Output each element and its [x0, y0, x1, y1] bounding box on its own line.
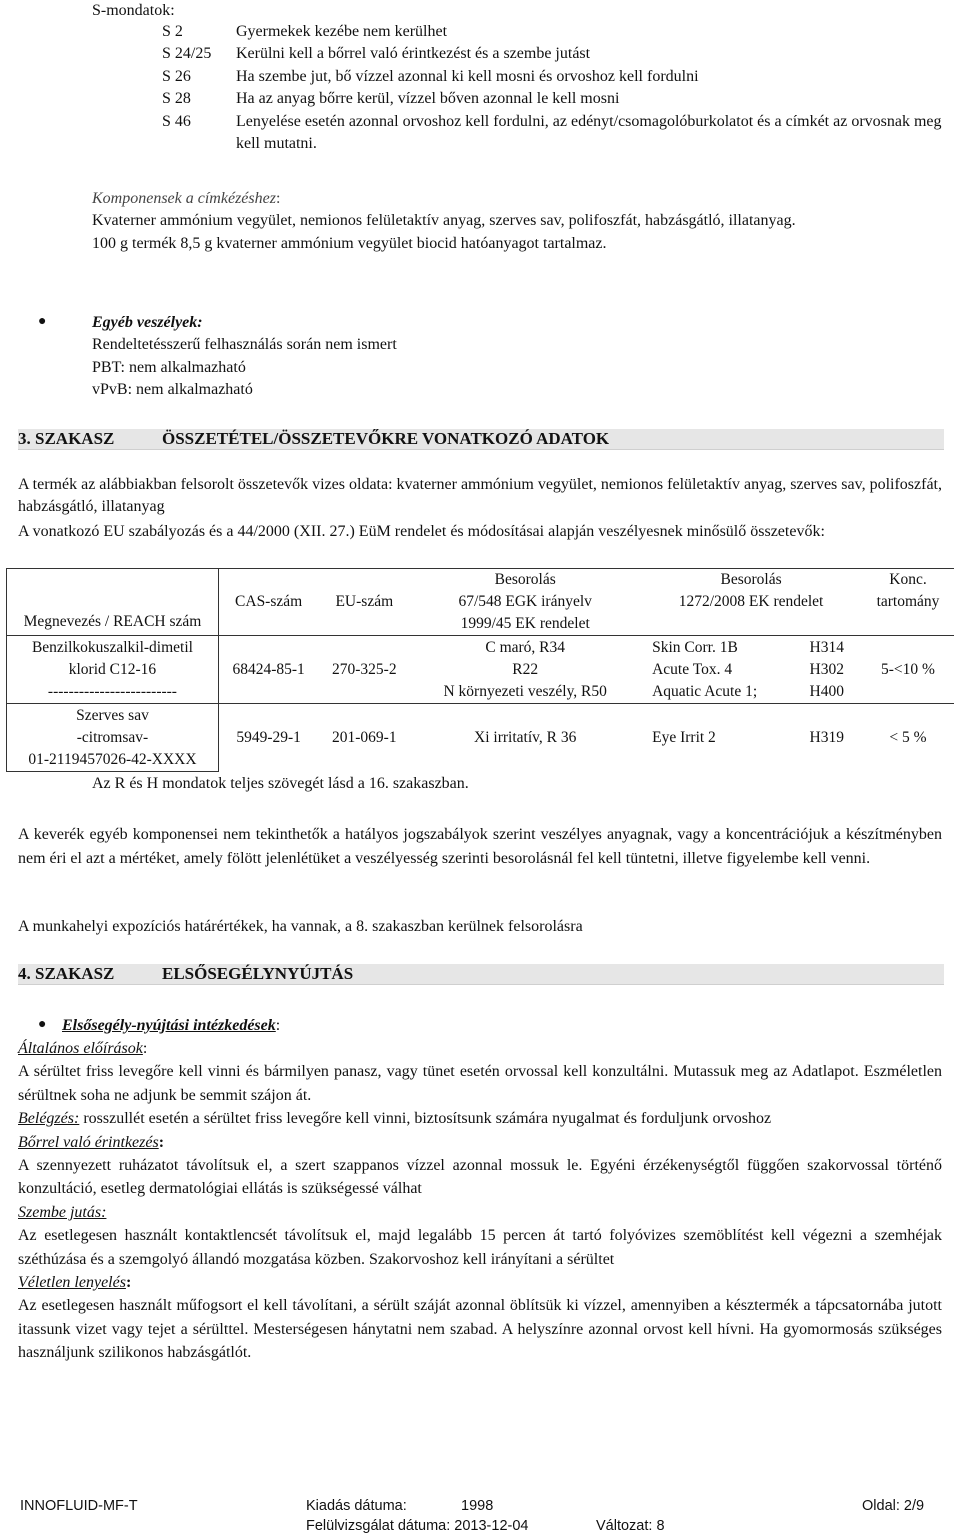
s-phrase-item [162, 43, 952, 65]
s-phrase-text: Lenyelése esetén azonnal orvoshoz kell fordulni, az edényt/csomagolóburkolatot és a címkét az orvosnak meg kell mutatni. [236, 112, 942, 152]
label-components-block: Komponensek a címkézéshez: Kvaterner ammónium vegyület, nemionos felületaktív anyag, szerves sav, polifoszfát, habzásgátló, illatanyag. 100 g termék 8,5 g kvaterner ammónium vegyület biocid hatóanyagot tartalmaz. [92, 188, 942, 255]
s-phrase-code: S 46 [162, 112, 191, 130]
section-number: 3. SZAKASZ [18, 429, 115, 448]
s-phrase-text: Kerülni kell a bőrrel való érintkezést és a szembe jutást [236, 45, 591, 63]
general-text: A sérültet friss levegőre kell vinni és bármilyen panasz, vagy tünet esetén orvossal kell konzultálni. Mutassuk meg az Adatlapot. Eszméletlen sérültnek soha ne adjunk be semmit szájon át. [18, 1063, 942, 1104]
footer-product: INNOFLUID-MF-T [20, 1498, 138, 1514]
footer-issue-label: Kiadás dátuma: [306, 1498, 407, 1514]
other-hazards-line: Rendeltetésszerű felhasználás során nem ismert [92, 336, 397, 354]
bullet-icon: ● [38, 1017, 47, 1032]
cell-class-67: Xi irritatív, R 36 [410, 704, 640, 772]
header-name: Megnevezés / REACH szám [7, 569, 219, 636]
section-3-intro: A termék az alábbiakban felsorolt összetevők vizes oldata: kvaterner ammónium vegyület, nemionos felületaktív anyag, szerves sav, polifoszfát, habzásgátló, illatanyag [18, 476, 942, 516]
inhalation-title: Belégzés: [18, 1110, 80, 1128]
label-components-title: Komponensek a címkézéshez [92, 190, 276, 207]
first-aid-details: Általános előírások: A sérültet friss levegőre kell vinni és bármilyen panasz, vagy tünet esetén orvossal kell konzultálni. Mutassuk meg az Adatlapot. Eszméletlen sérültnek soha ne adjunk be semmit szájon át. Belégzés: rosszullét esetén a sérültet friss levegőre kell vinni, biztosítsunk számára nyugalmat és forduljunk orvoshoz Bőrrel való érintkezés: A szennyezett ruházatot távolítsuk el, a szert szappanos vízzel azonnal mossuk le. Egyéni érzékenységtől függően szakorvossal történő konzultáció, esetleg dermatológiai ellátás is szükségessé válhat Szembe jutás: Az esetlegesen használt kontaktlencsét távolítsuk el, majd legalább 15 percen át tartó folyóvizes szemöblítést kell végezni a szemhéjak széthúzása és a szemgolyó állandó mozgatása közben. Szakorvoshoz kell irányítani a sérültet Véletlen lenyelés: Az esetlegesen használt műfogsort el kell távolítani, a sérült száját azonnal öblítsük ki vízzel, amennyiben a késztermék a tápcsatornába jutott itassunk vizet vagy tejet a sérülttel. Mesterségesen hánytatni nem szabad. A helyszínre azonnal orvost kell hívni. Ha gyomormosás szükséges használjunk szilikonos habzásgátlót. [18, 1037, 942, 1365]
footer-version: Változat: 8 [596, 1518, 665, 1534]
label-components-text: Kvaterner ammónium vegyület, nemionos felületaktív anyag, szerves sav, polifoszfát, habzásgátló, illatanyag. [92, 212, 796, 230]
footer-review: Felülvizsgálat dátuma: 2013-12-04 [306, 1518, 529, 1534]
s-phrase-code: S 24/25 [162, 45, 212, 63]
header-eu: EU-szám [318, 569, 410, 636]
skin-contact-text: A szennyezett ruházatot távolítsuk el, a szert szappanos vízzel azonnal mossuk le. Egyéni érzékenységtől függően szakorvossal történő konzultáció, esetleg dermatológiai ellátás is szükségessé válhat [18, 1157, 942, 1198]
section-3-regulation: A vonatkozó EU szabályozás és a 44/2000 (XII. 27.) EüM rendelet és módosításai alapján veszélyesnek minősülő összetevők: [18, 523, 825, 540]
ingestion-title: Véletlen lenyelés [18, 1274, 126, 1292]
section-title: ÖSSZETÉTEL/ÖSSZETEVŐKRE VONATKOZÓ ADATOK [162, 429, 610, 448]
header-class-1272: Besorolás 1272/2008 EK rendelet [640, 569, 862, 636]
table-header-row [7, 569, 955, 636]
table-row [7, 704, 955, 772]
cell-class-67: C maró, R34 R22 N környezeti veszély, R50 [410, 636, 640, 704]
cell-class-1272: Eye Irrit 2 H319 [640, 704, 862, 772]
s-phrase-item [162, 88, 952, 110]
cell-conc: < 5 % [862, 704, 954, 772]
cell-cas: 5949-29-1 [218, 704, 318, 772]
s-phrase-code: S 2 [162, 23, 183, 40]
s-phrase-item [162, 111, 952, 156]
cell-conc: 5-<10 % [862, 636, 954, 704]
s-phrase-text: Gyermekek kezébe nem kerülhet [236, 23, 448, 40]
s-phrase-text: Ha az anyag bőrre kerül, vízzel bőven azonnal le kell mosni [236, 90, 620, 108]
section-title: ELSŐSEGÉLYNYÚJTÁS [162, 964, 354, 983]
ingestion-text: Az esetlegesen használt műfogsort el kell távolítani, a sérült száját azonnal öblítsük ki vízzel, amennyiben a késztermék a tápcsatornába jutott itassunk vizet vagy tejet a sérülttel. Mesterségesen hánytatni nem szabad. A helyszínre azonnal orvost kell hívni. Ha gyomormosás szükséges használjunk szilikonos habzásgátlót. [18, 1297, 942, 1362]
s-phrase-code: S 26 [162, 67, 191, 85]
skin-contact-title: Bőrrel való érintkezés [18, 1133, 159, 1151]
first-aid-measures-title: Elsősegély-nyújtási intézkedések [62, 1017, 276, 1034]
composition-table [6, 568, 954, 772]
s-phrase-code: S 28 [162, 90, 191, 108]
section-4-header [18, 964, 944, 985]
section-number: 4. SZAKASZ [18, 964, 115, 983]
other-hazards-title: Egyéb veszélyek: [92, 314, 203, 331]
other-components-text: A keverék egyéb komponensei nem tekinthetők a hatályos jogszabályok szerint veszélyes anyagnak, vagy a koncentrációjuk a készítményben nem éri el azt a mértéket, amely fölött jelenlétüket a veszélyesség szerinti besorolásnál fel kell tüntetni, illetve figyelembe kell venni. [18, 826, 942, 867]
first-aid-block: ● Elsősegély-nyújtási intézkedések: [38, 1017, 281, 1034]
section-3-header [18, 429, 944, 450]
footer-page: Oldal: 2/9 [862, 1498, 925, 1514]
pbt-line: PBT: nem alkalmazható [92, 358, 246, 376]
header-class-67: Besorolás 67/548 EGK irányelv 1999/45 EK rendelet [410, 569, 640, 636]
eye-contact-text: Az esetlegesen használt kontaktlencsét távolítsuk el, majd legalább 15 percen át tartó folyóvizes szemöblítést kell végezni a szemhéjak széthúzása és a szemgolyó állandó mozgatása közben. Szakorvoshoz kell irányítani a sérültet [18, 1227, 942, 1268]
rh-phrases-note: Az R és H mondatok teljes szövegét lásd a 16. szakaszban. [92, 775, 469, 792]
eye-contact-title: Szembe jutás: [18, 1203, 107, 1221]
s-phrases-title: S-mondatok: [92, 2, 175, 19]
bullet-icon: ● [38, 314, 47, 329]
header-cas: CAS-szám [218, 569, 318, 636]
other-hazards-block [18, 312, 938, 402]
cell-class-1272: Skin Corr. 1B H314 Acute Tox. 4 H302 Aquatic Acute 1; H400 [640, 636, 862, 704]
biocide-text: 100 g termék 8,5 g kvaterner ammónium vegyület biocid hatóanyagot tartalmaz. [92, 234, 607, 252]
cell-eu: 201-069-1 [318, 704, 410, 772]
s-phrase-text: Ha szembe jut, bő vízzel azonnal ki kell mosni és orvoshoz kell fordulni [236, 67, 699, 85]
cell-cas: 68424-85-1 [218, 636, 318, 704]
footer-issue-value: 1998 [461, 1498, 494, 1514]
inhalation-text: rosszullét esetén a sérültet friss levegőre kell vinni, biztosítsunk számára nyugalmat és forduljunk orvoshoz [79, 1110, 772, 1128]
header-conc: Konc. tartomány [862, 569, 954, 636]
s-phrases-list [162, 21, 952, 155]
cell-name: Benzilkokuszalkil-dimetil klorid C12-16 ------------------------- [7, 636, 219, 704]
general-title: Általános előírások [18, 1040, 143, 1057]
s-phrase-item [162, 21, 952, 43]
exposure-limits-text: A munkahelyi expozíciós határértékek, ha vannak, a 8. szakaszban kerülnek felsorolásra [18, 918, 583, 935]
table-row [7, 636, 955, 704]
s-phrase-item [162, 66, 952, 88]
cell-name: Szerves sav -citromsav- 01-2119457026-42-XXXX [7, 704, 219, 772]
cell-eu: 270-325-2 [318, 636, 410, 704]
vpvb-line: vPvB: nem alkalmazható [92, 381, 253, 399]
